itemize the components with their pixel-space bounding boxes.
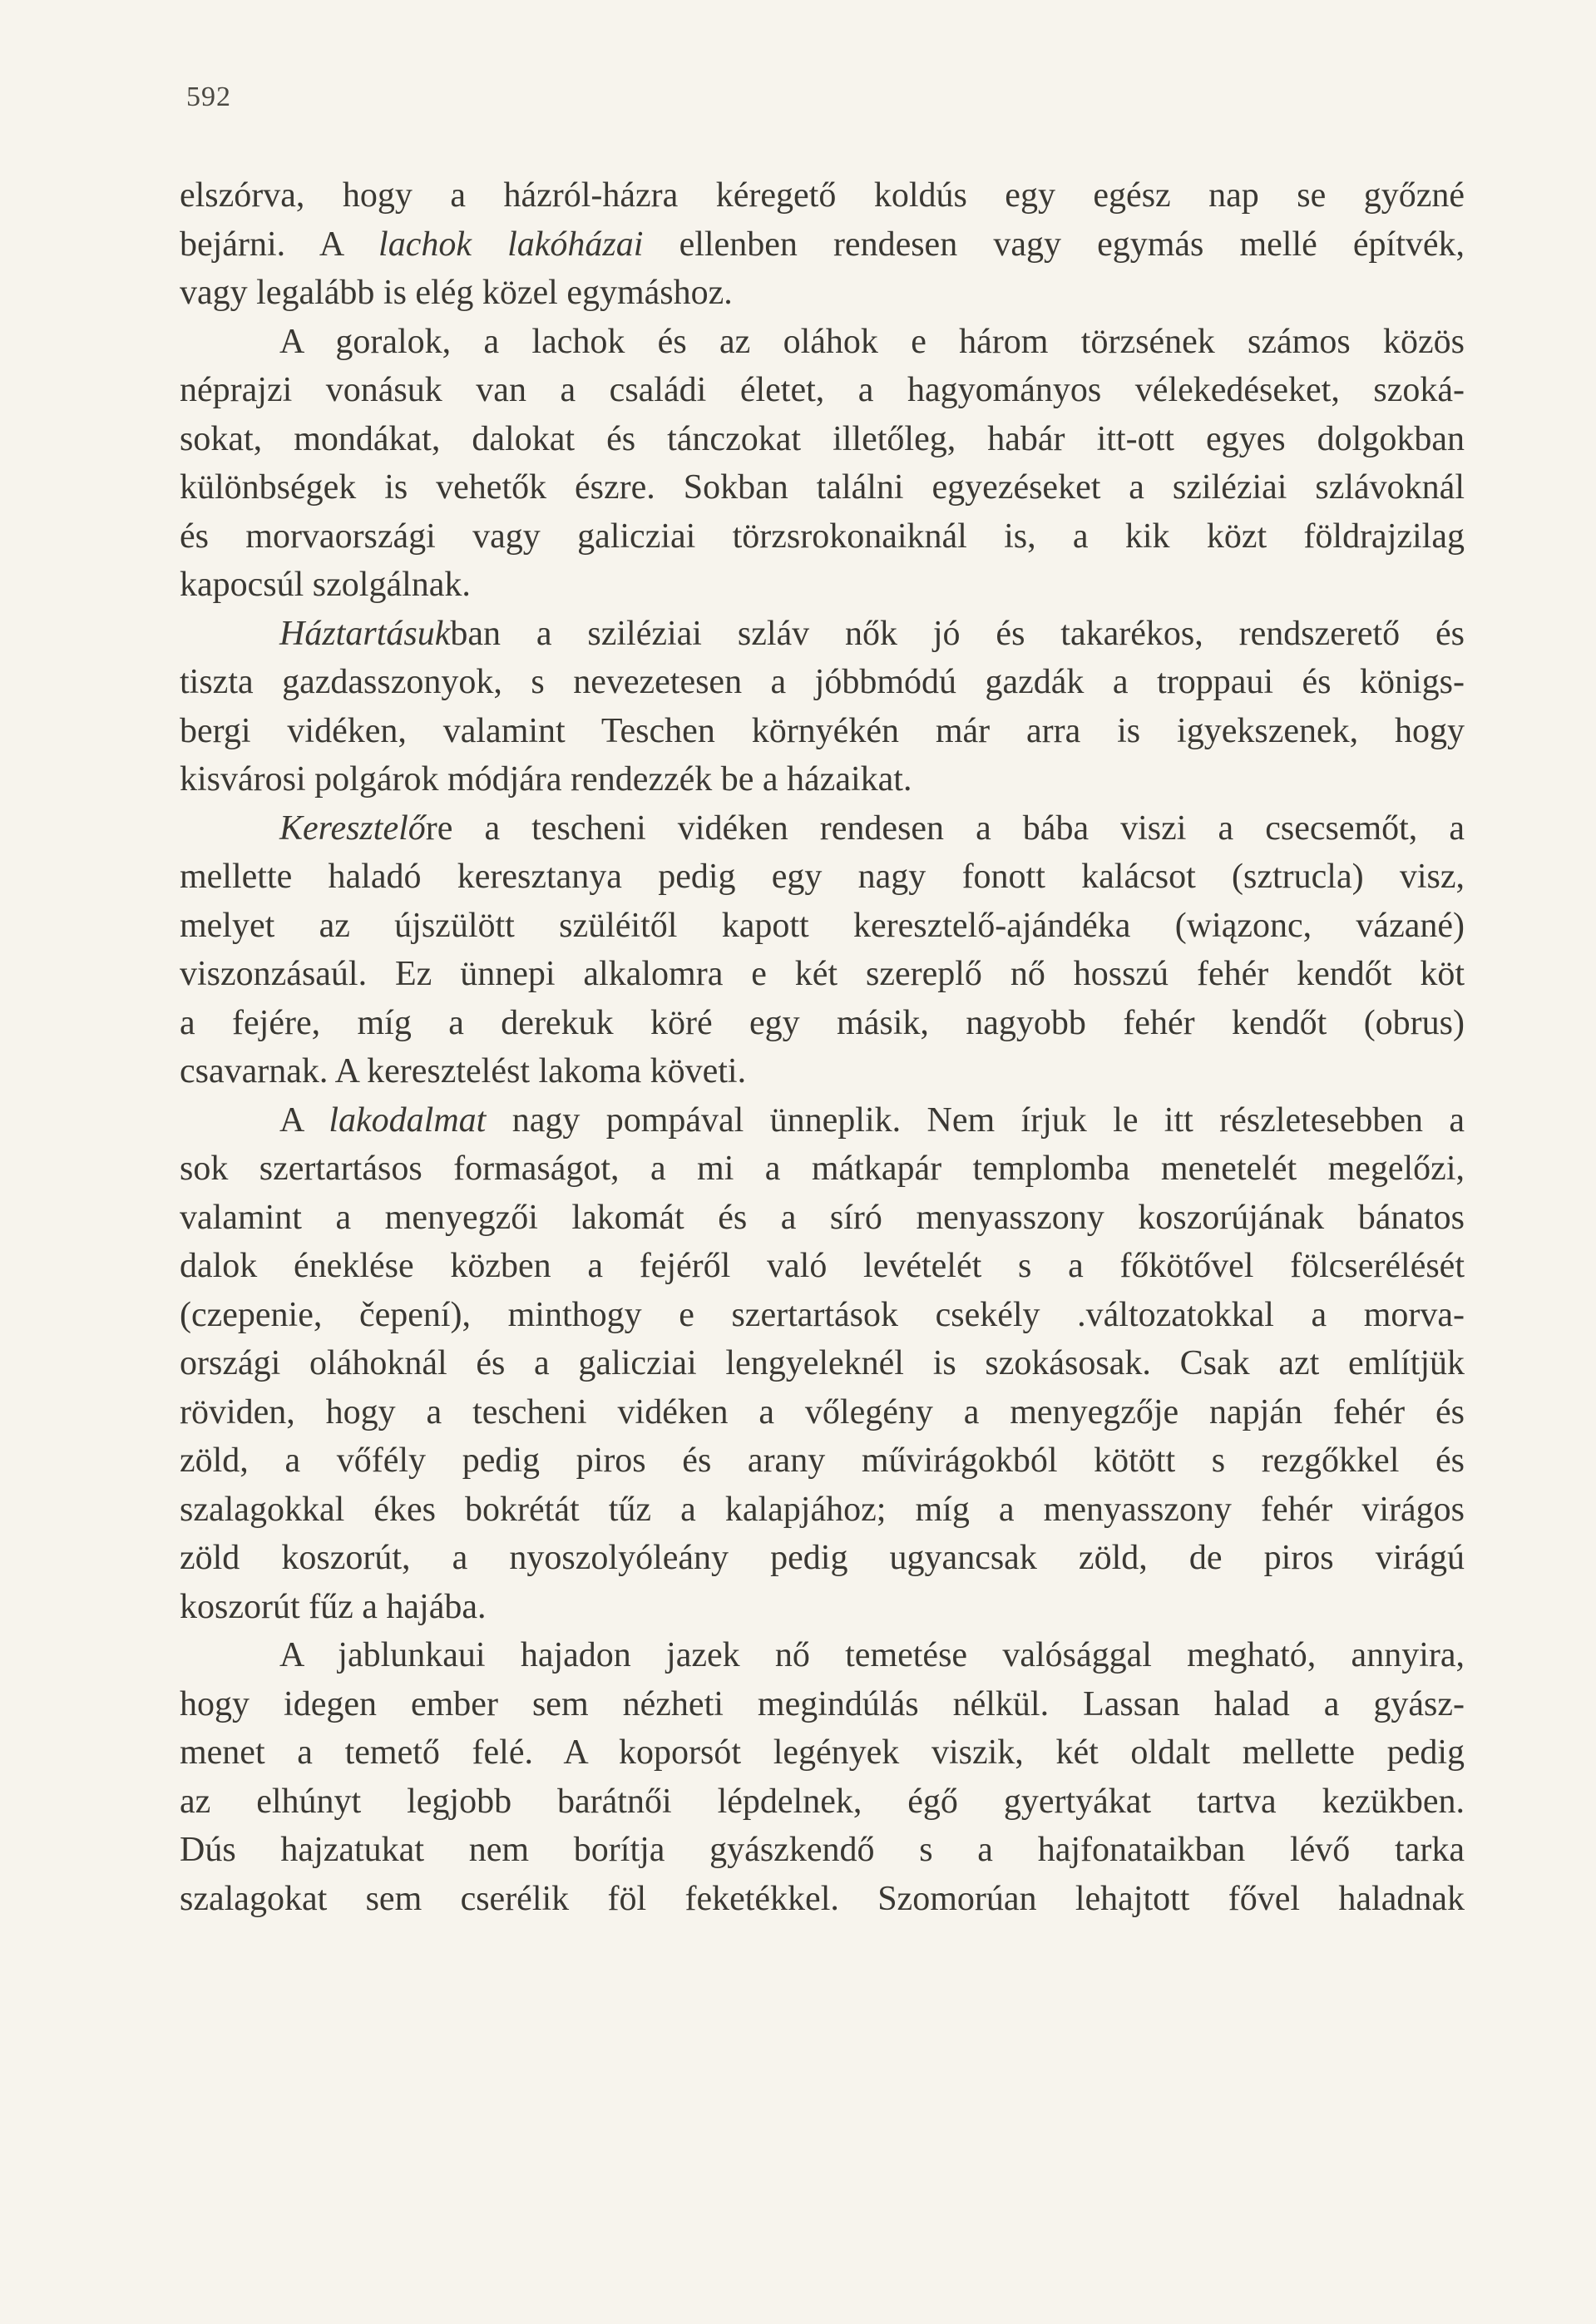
text-run: ellenben rendesen vagy egymás mellé építvék, bbox=[643, 225, 1465, 264]
text-run: dalok éneklése közben a fejéről való levételét s a főkötővel fölcserélését bbox=[180, 1247, 1465, 1285]
text-line bbox=[180, 1728, 1465, 1778]
text-line bbox=[180, 1145, 1465, 1194]
text-line bbox=[180, 1486, 1465, 1535]
text-line bbox=[180, 1826, 1465, 1875]
text-line bbox=[180, 755, 1465, 804]
text-line bbox=[180, 999, 1465, 1048]
text-line bbox=[180, 561, 1465, 610]
text-line bbox=[180, 610, 1465, 659]
text-line bbox=[180, 1291, 1465, 1340]
text-run: hogy idegen ember sem nézheti megindúlás nélkül. Lassan halad a gyász- bbox=[180, 1684, 1465, 1723]
text-line bbox=[180, 220, 1465, 269]
text-run: viszonzásaúl. Ez ünnepi alkalomra e két szereplő nő hosszú fehér kendőt köt bbox=[180, 955, 1465, 993]
text-run: A bbox=[279, 1100, 329, 1140]
text-run: különbségek is vehetők észre. Sokban találni egyezéseket a sziléziai szlávoknál bbox=[180, 468, 1465, 507]
body-text bbox=[180, 171, 1465, 1923]
text-run: sokat, mondákat, dalokat és tánczokat illetőleg, habár itt-ott egyes dolgokban bbox=[180, 419, 1465, 458]
text-line bbox=[180, 463, 1465, 512]
text-line bbox=[180, 1242, 1465, 1291]
text-line bbox=[180, 1339, 1465, 1388]
text-run: a fejére, míg a derekuk köré egy másik, nagyobb fehér kendőt (obrus) bbox=[180, 1003, 1465, 1042]
text-line bbox=[180, 512, 1465, 561]
text-run: elszórva, hogy a házról-házra kéregető koldús egy egész nap se győzné bbox=[180, 176, 1465, 215]
italic-term: lakodalmat bbox=[329, 1100, 487, 1140]
text-run: kisvárosi polgárok módjára rendezzék be a házaikat. bbox=[180, 760, 912, 799]
text-run: sok szertartásos formaságot, a mi a mátkapár templomba menetelét megelőzi, bbox=[180, 1150, 1465, 1188]
text-run: röviden, hogy a tescheni vidéken a vőlegény a menyegzője napján fehér és bbox=[180, 1392, 1465, 1431]
text-run: re a tescheni vidéken rendesen a bába viszi a csecsemőt, a bbox=[425, 808, 1465, 848]
text-run: nagy pompával ünneplik. Nem írjuk le itt részletesebben a bbox=[486, 1100, 1465, 1140]
text-run: menet a temető felé. A koporsót legények viszik, két oldalt mellette pedig bbox=[180, 1733, 1465, 1772]
text-line bbox=[180, 366, 1465, 415]
text-line bbox=[180, 950, 1465, 999]
text-line bbox=[180, 318, 1465, 367]
text-line bbox=[180, 1047, 1465, 1096]
text-run: zöld koszorút, a nyoszolyóleány pedig ugyancsak zöld, de piros virágú bbox=[180, 1539, 1465, 1577]
text-line bbox=[180, 1194, 1465, 1243]
italic-term: lachok lakóházai bbox=[378, 225, 644, 264]
text-run: vagy legalább is elég közel egymáshoz. bbox=[180, 274, 733, 312]
text-line bbox=[180, 902, 1465, 951]
text-run: kapocsúl szolgálnak. bbox=[180, 566, 471, 604]
text-line bbox=[180, 1436, 1465, 1486]
text-line bbox=[180, 658, 1465, 707]
text-run: valamint a menyegzői lakomát és a síró menyasszony koszorújának bánatos bbox=[180, 1198, 1465, 1237]
text-line bbox=[180, 1631, 1465, 1680]
text-line bbox=[180, 707, 1465, 756]
text-run: melyet az újszülött szüléitől kapott keresztelő-ajándéka (wiązonc, vázané) bbox=[180, 906, 1465, 945]
text-run: mellette haladó keresztanya pedig egy nagy fonott kalácsot (sztrucla) visz, bbox=[180, 858, 1465, 896]
text-line bbox=[180, 415, 1465, 464]
text-line bbox=[180, 853, 1465, 902]
text-run: és morvaországi vagy galicziai törzsrokonaiknál is, a kik közt földrajzilag bbox=[180, 517, 1465, 556]
text-run: országi oláhoknál és a galicziai lengyeleknél is szokásosak. Csak azt említjük bbox=[180, 1344, 1465, 1382]
text-line bbox=[180, 1778, 1465, 1827]
text-run: koszorút fűz a hajába. bbox=[180, 1587, 487, 1626]
text-run: Dús hajzatukat nem borítja gyászkendő s a hajfonataikban lévő tarka bbox=[180, 1831, 1465, 1869]
text-line bbox=[180, 1680, 1465, 1729]
text-run: az elhúnyt legjobb barátnői lépdelnek, égő gyertyákat tartva kezükben. bbox=[180, 1782, 1465, 1821]
page-number: 592 bbox=[186, 82, 231, 112]
text-run: tiszta gazdasszonyok, s nevezetesen a jóbbmódú gazdák a troppaui és königs- bbox=[180, 663, 1465, 701]
text-run: csavarnak. A keresztelést lakoma követi. bbox=[180, 1052, 747, 1090]
text-run: (czepenie, čepení), minthogy e szertartások csekély .változatokkal a morva- bbox=[180, 1295, 1465, 1334]
text-line bbox=[180, 804, 1465, 853]
text-line bbox=[180, 171, 1465, 220]
text-run: szalagokkal ékes bokrétát tűz a kalapjához; míg a menyasszony fehér virágos bbox=[180, 1490, 1465, 1529]
text-run: zöld, a vőfély pedig piros és arany művirágokból kötött s rezgőkkel és bbox=[180, 1441, 1465, 1480]
text-line bbox=[180, 1096, 1465, 1145]
text-line bbox=[180, 1875, 1465, 1924]
text-run: A jablunkaui hajadon jazek nő temetése valósággal megható, annyira, bbox=[279, 1636, 1465, 1674]
text-line bbox=[180, 1388, 1465, 1437]
text-run: bejárni. A bbox=[180, 225, 379, 264]
text-run: néprajzi vonásuk van a családi életet, a hagyományos vélekedéseket, szoká- bbox=[180, 371, 1465, 409]
text-line bbox=[180, 1583, 1465, 1632]
text-run: bergi vidéken, valamint Teschen környékén már arra is igyekszenek, hogy bbox=[180, 711, 1465, 750]
italic-term: Keresztelő bbox=[279, 808, 426, 848]
text-line bbox=[180, 269, 1465, 318]
text-run: szalagokat sem cserélik föl feketékkel. Szomorúan lehajtott fővel haladnak bbox=[180, 1879, 1465, 1918]
text-run: ban a sziléziai szláv nők jó és takarékos, rendszerető és bbox=[450, 614, 1465, 653]
italic-term: Háztartásuk bbox=[279, 614, 451, 653]
text-line bbox=[180, 1534, 1465, 1583]
text-run: A goralok, a lachok és az oláhok e három törzsének számos közös bbox=[279, 322, 1465, 361]
